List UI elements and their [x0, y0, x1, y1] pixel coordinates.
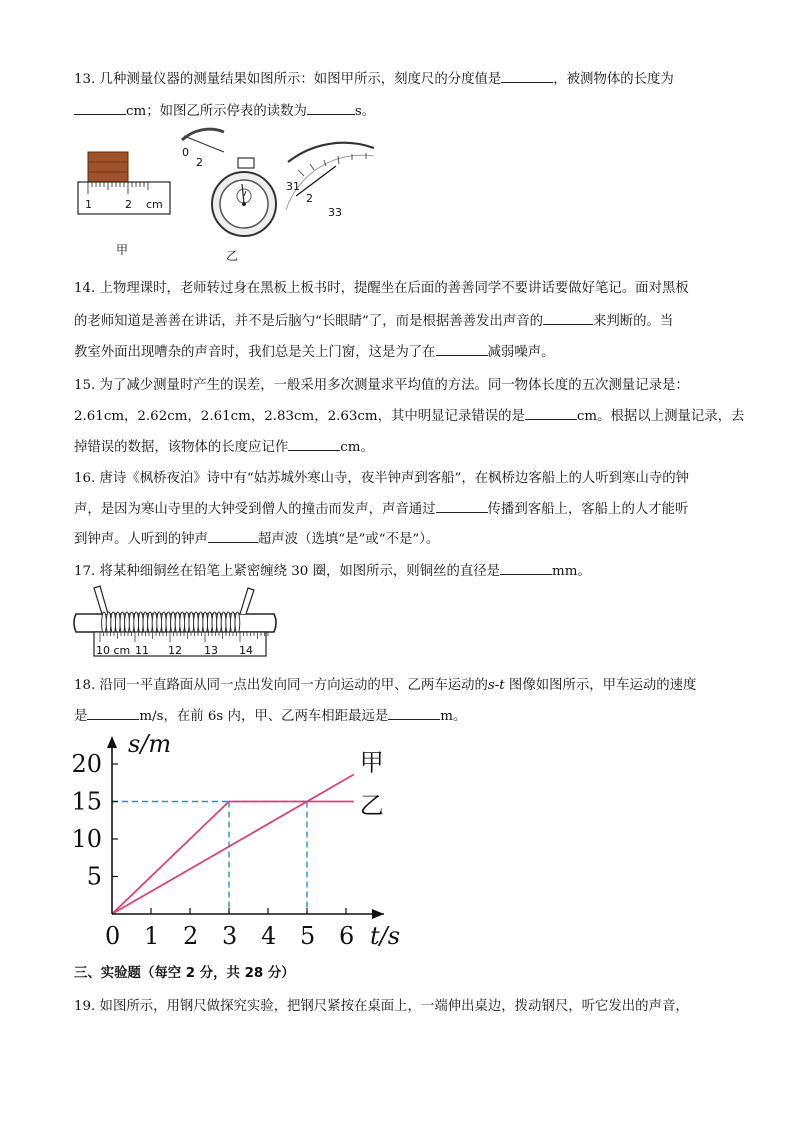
coil-turn — [180, 612, 185, 634]
q18-text-b: 图像如图所示，甲车运动的速度 — [504, 678, 697, 693]
q15-line2 — [74, 405, 744, 424]
watch-mark-31: 31 — [286, 180, 300, 193]
coil-turn — [235, 612, 240, 634]
q13-text-b: ，被测物体的长度为 — [553, 72, 674, 87]
q15-blank-2[interactable] — [288, 438, 340, 451]
q13-blank-2[interactable] — [74, 102, 126, 115]
q15-blank-1[interactable] — [525, 407, 577, 420]
ruler-jia-unit: cm — [146, 198, 163, 211]
q15-line3 — [74, 436, 374, 455]
y-axis-label: s/m — [128, 730, 172, 758]
q15-text-a: 2.61cm，2.62cm，2.61cm，2.83cm，2.63cm，其中明显记录错误的是 — [74, 409, 525, 424]
coil-turn — [184, 612, 189, 634]
q16-text-b: 传播到客船上，客船上的人才能听 — [487, 502, 689, 517]
coil-turn — [148, 612, 153, 634]
q18-blank-2[interactable] — [388, 707, 440, 720]
series-line-0 — [112, 775, 354, 915]
y-tick-label: 10 — [71, 825, 102, 853]
q19-line1: 19. 如图所示，用钢尺做探究实验，把钢尺紧按在桌面上，一端伸出桌边，拨动钢尺，听它发出的声音， — [74, 999, 689, 1014]
q13-figure — [74, 128, 374, 264]
q17-figure — [72, 584, 278, 660]
y-axis-arrow — [107, 736, 117, 748]
q14-blank-1[interactable] — [543, 312, 593, 325]
q14-blank-2[interactable] — [436, 343, 488, 356]
coil-turn — [171, 612, 176, 634]
q13-blank-3[interactable] — [307, 102, 355, 115]
q14-text-d: 减弱噪声。 — [487, 345, 555, 360]
coil-turn — [115, 612, 120, 634]
q17-text-b: mm。 — [552, 564, 591, 579]
q14-line1: 14. 上物理课时，老师转过身在黑板上板书时，提醒坐在后面的善善同学不要讲话要做好笔记。面对黑板 — [74, 281, 689, 296]
coil-turn — [198, 612, 203, 634]
watch-mark-33: 33 — [328, 206, 342, 219]
coil-turn — [102, 612, 107, 634]
x-tick-label: 2 — [183, 922, 199, 950]
q16-line1: 16. 唐诗《枫桥夜泊》诗中有“姑苏城外寒山寺，夜半钟声到客船”，在枫桥边客船上的人听到寒山寺的钟 — [74, 471, 690, 486]
q18-text-e: m。 — [440, 709, 467, 724]
q16-blank-1[interactable] — [436, 500, 488, 513]
x-axis-arrow — [372, 909, 384, 919]
q16-text-d: 超声波（选填“是”或“不是”）。 — [257, 532, 440, 547]
coil-turn — [189, 612, 194, 634]
chart-ticks — [71, 750, 354, 950]
ruler-jia-mark-2: 2 — [125, 198, 132, 211]
coil-turn — [143, 612, 148, 634]
q13-line1 — [74, 68, 674, 87]
q13-text-c: cm；如图乙所示停表的读数为 — [126, 104, 307, 119]
y-tick-label: 20 — [71, 750, 102, 778]
q16-blank-2[interactable] — [208, 530, 258, 543]
x-axis-label: t/s — [370, 922, 401, 950]
figure-label-jia: 甲 — [116, 243, 129, 257]
wire-end-right — [240, 588, 254, 614]
ruler-17-label-14: 14 — [239, 644, 253, 657]
coil-turn — [166, 612, 171, 634]
coil-turn — [106, 612, 111, 634]
ruler-17-label-13: 13 — [204, 644, 218, 657]
q15-text-b: cm。根据以上测量记录，去 — [576, 409, 745, 424]
q18-st: s-t — [487, 678, 505, 693]
q15-text-d: cm。 — [340, 440, 374, 455]
coil-turn — [230, 612, 235, 634]
q13-text-d: s。 — [354, 104, 376, 119]
chart-series — [112, 749, 384, 915]
q18-text-c: 是 — [74, 709, 88, 724]
q16-line2 — [74, 498, 688, 517]
coil-turn — [134, 612, 139, 634]
q14-text-a: 的老师知道是善善在讲话，并不是后脑勺“长眼睛”了，而是根据善善发出声音的 — [74, 314, 543, 329]
coil-turn — [221, 612, 226, 634]
figure-label-yi: 乙 — [226, 249, 239, 263]
coil-turn — [207, 612, 212, 634]
coil-turn — [120, 612, 125, 634]
q13-blank-1[interactable] — [501, 70, 553, 83]
q18-line2 — [74, 705, 466, 724]
q15-line1: 15. 为了减少测量时产生的误差，一般采用多次测量求平均值的方法。同一物体长度的五次测量记录是： — [74, 378, 689, 393]
q16-text-c: 到钟声。人听到的钟声 — [74, 532, 208, 547]
st-chart — [70, 728, 400, 954]
q13-text-a: 13. 几种测量仪器的测量结果如图所示：如图甲所示，刻度尺的分度值是 — [74, 72, 502, 87]
q18-text-a: 18. 沿同一平直路面从同一点出发向同一方向运动的甲、乙两车运动的 — [74, 678, 488, 693]
watch-mark-2: 2 — [306, 192, 313, 205]
q18-line1 — [74, 674, 696, 693]
series-label-1: 乙 — [359, 791, 384, 820]
x-tick-label: 3 — [222, 922, 238, 950]
watch-small-dial-mark-0: 0 — [182, 146, 189, 159]
y-tick-label: 15 — [71, 787, 102, 816]
q17-line1 — [74, 560, 591, 579]
ruler-17-label-12: 12 — [168, 644, 182, 657]
coil-turn — [129, 612, 134, 634]
q16-text-a: 声，是因为寒山寺里的大钟受到僧人的撞击而发声，声音通过 — [74, 502, 436, 517]
wire-end-left — [94, 586, 108, 614]
coil-turn — [203, 612, 208, 634]
q14-line2 — [74, 310, 673, 329]
q13-line2 — [74, 100, 375, 119]
q14-line3 — [74, 341, 555, 360]
x-tick-label: 6 — [339, 922, 355, 950]
coil-turn — [212, 612, 217, 634]
coil-turn — [138, 612, 143, 634]
ruler-17-label-11: 11 — [135, 644, 149, 657]
coil-turn — [194, 612, 199, 634]
stopwatch-yi — [182, 129, 374, 236]
coil-turn — [161, 612, 166, 634]
chart-axes — [107, 730, 400, 950]
ruler-17-label-10cm: 10 cm — [96, 644, 131, 657]
ruler-jia-mark-1: 1 — [85, 198, 92, 211]
q18-blank-1[interactable] — [87, 707, 139, 720]
coil-turn — [152, 612, 157, 634]
q15-text-c: 掉错误的数据，该物体的长度应记作 — [74, 440, 289, 455]
coil-turn — [157, 612, 162, 634]
section-heading-experiments: 三、实验题（每空 2 分，共 28 分） — [74, 966, 295, 981]
watch-small-dial-mark-2: 2 — [196, 156, 203, 169]
coil-turn — [226, 612, 231, 634]
x-tick-label: 5 — [300, 922, 316, 950]
coil-turn — [111, 612, 116, 634]
coil-turn — [217, 612, 222, 634]
x-tick-label: 4 — [261, 922, 277, 950]
series-line-1 — [112, 802, 354, 915]
y-tick-label: 5 — [86, 862, 102, 891]
copper-coil — [102, 612, 240, 634]
q17-text-a: 17. 将某种细铜丝在铅笔上紧密缠绕 30 圈，如图所示，则铜丝的直径是 — [74, 564, 501, 579]
measured-block — [88, 152, 128, 182]
q16-line3 — [74, 528, 439, 547]
q14-text-c: 教室外面出现嘈杂的声音时，我们总是关上门窗，这是为了在 — [74, 345, 436, 360]
coil-turn — [175, 612, 180, 634]
series-label-0: 甲 — [359, 748, 384, 777]
q18-text-d: m/s，在前 6s 内，甲、乙两车相距最远是 — [139, 709, 389, 724]
x-tick-label: 1 — [144, 922, 160, 950]
coil-turn — [125, 612, 130, 634]
x-tick-label: 0 — [105, 922, 121, 950]
q14-text-b: 来判断的。当 — [592, 314, 674, 329]
q17-blank-1[interactable] — [500, 562, 552, 575]
